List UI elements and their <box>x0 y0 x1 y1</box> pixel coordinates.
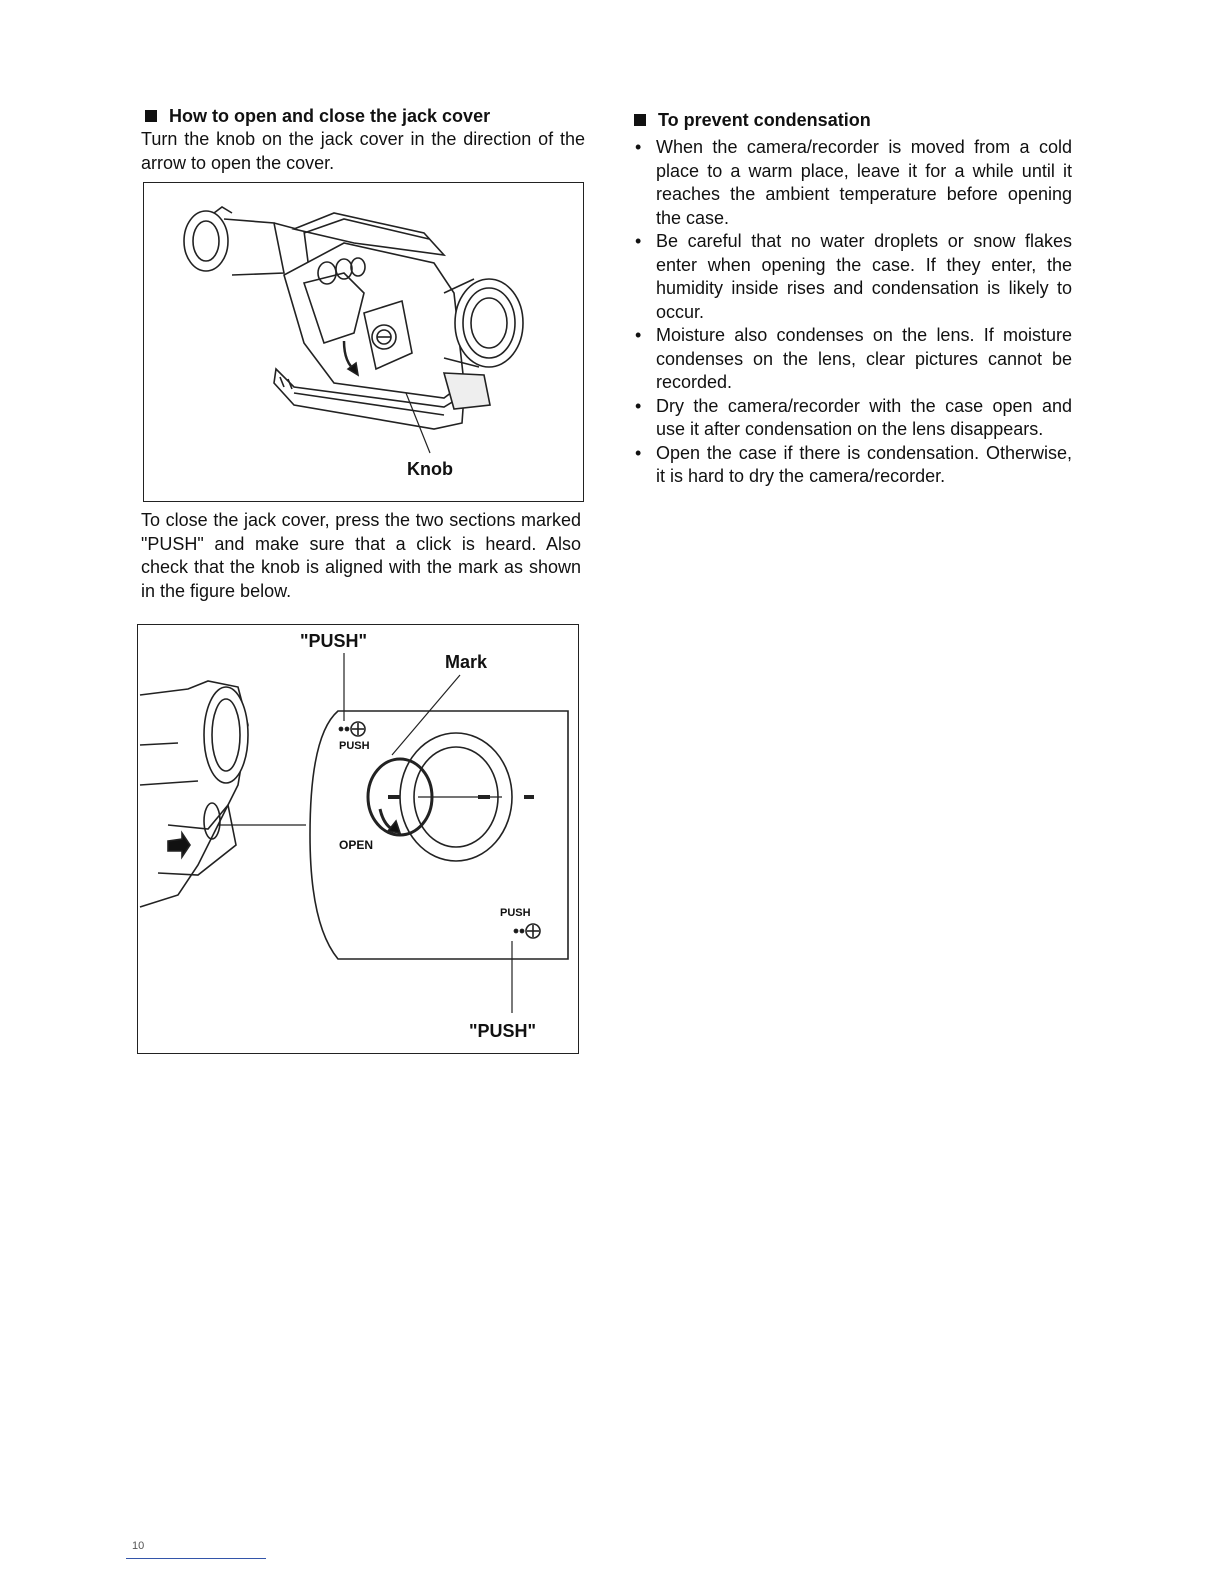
jack-cover-heading: How to open and close the jack cover <box>141 104 585 128</box>
close-instructions: To close the jack cover, press the two sections marked "PUSH" and make sure that a click is heard. Also check that the knob is aligned with the mark as shown in the figure below. <box>141 510 581 601</box>
mark-label: Mark <box>445 652 488 672</box>
figure-camera-knob <box>143 182 584 502</box>
push-bottom-label: "PUSH" <box>469 1021 537 1041</box>
square-bullet-icon <box>634 114 646 126</box>
knob-label: Knob <box>407 459 453 479</box>
condensation-heading: To prevent condensation <box>632 108 1072 132</box>
open-label: OPEN <box>339 838 374 852</box>
square-bullet-icon <box>145 110 157 122</box>
footer-rule <box>126 1558 266 1559</box>
list-item: • When the camera/recorder is moved from a cold place to a warm place, leave it for a while until it reaches the ambient temperature before opening the case. <box>635 137 1072 228</box>
left-column <box>141 104 585 175</box>
jack-cover-intro: Turn the knob on the jack cover in the direction of the arrow to open the cover. <box>141 129 585 173</box>
camera-illustration <box>144 183 582 500</box>
figure-push-mark <box>137 624 579 1054</box>
list-item: • Open the case if there is condensation. Otherwise, it is hard to dry the camera/recorder. <box>635 442 1072 486</box>
list-item: • Moisture also condenses on the lens. If moisture condenses on the lens, clear pictures cannot be recorded. <box>635 325 1072 392</box>
list-item: • Be careful that no water droplets or snow flakes enter when opening the case. If they enter, the humidity inside rises and condensation is likely to occur. <box>635 231 1072 322</box>
list-item: • Dry the camera/recorder with the case open and use it after condensation on the lens disappears. <box>635 395 1072 439</box>
push-top-label: "PUSH" <box>300 631 368 651</box>
push-small-label-1: PUSH <box>339 740 370 752</box>
condensation-list <box>632 136 1072 489</box>
right-column <box>632 108 1072 489</box>
page-number: 10 <box>132 1540 145 1552</box>
push-small-label-2: PUSH <box>500 907 531 919</box>
